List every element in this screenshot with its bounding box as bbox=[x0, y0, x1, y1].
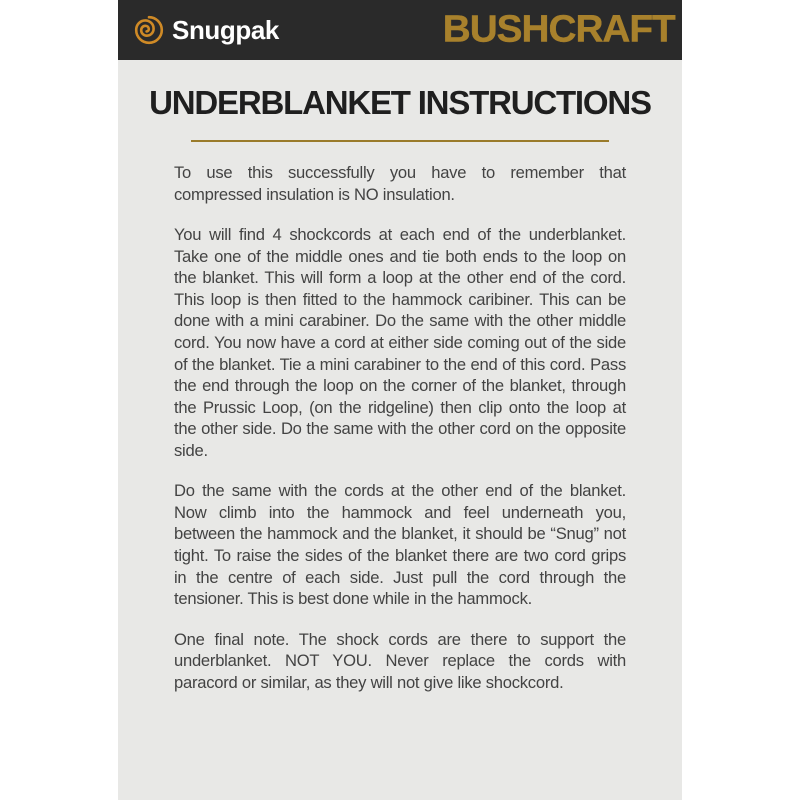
range-name: BUSHCRAFT bbox=[442, 8, 675, 51]
page-title: UNDERBLANKET INSTRUCTIONS bbox=[149, 84, 651, 121]
instruction-paragraph: To use this successfully you have to remember that compressed insulation is NO insulation. bbox=[174, 163, 626, 204]
title-divider bbox=[191, 140, 609, 142]
instruction-paragraph: Do the same with the cords at the other end of the blanket. Now climb into the hammock and feel underneath you, between the hammock and the blanket, it should be “Snug” not tight. To raise the sides of the blanket there are two cord grips in the centre of each side. Just pull the cord through the tensioner. This is best done while in the hammock. bbox=[174, 481, 626, 609]
brand-lockup bbox=[134, 15, 279, 45]
instruction-paragraph: One final note. The shock cords are there to support the underblanket. NOT YOU. Never replace the cords with paracord or similar, as they will not give like shockcord. bbox=[174, 629, 626, 692]
instruction-card bbox=[118, 0, 682, 800]
brand-header bbox=[118, 0, 682, 60]
brand-name: Snugpak bbox=[172, 15, 279, 45]
instruction-paragraph: You will find 4 shockcords at each end of the underblanket. Take one of the middle ones and tie both ends to the loop on the blanket. This will form a loop at the other end of the cord. This loop is then fitted to the hammock caribiner. This can be done with a mini carabiner. Do the same with the other middle cord. You now have a cord at either side coming out of the side of the blanket. Tie a mini carabiner to the end of this cord. Pass the end through the loop on the corner of the blanket, through the Prussic Loop, (on the ridgeline) then clip onto the loop at the other side. Do the same with the other cord on the opposite side. bbox=[174, 225, 626, 460]
spiral-shell-icon bbox=[134, 15, 164, 45]
instructions-body bbox=[174, 162, 626, 693]
